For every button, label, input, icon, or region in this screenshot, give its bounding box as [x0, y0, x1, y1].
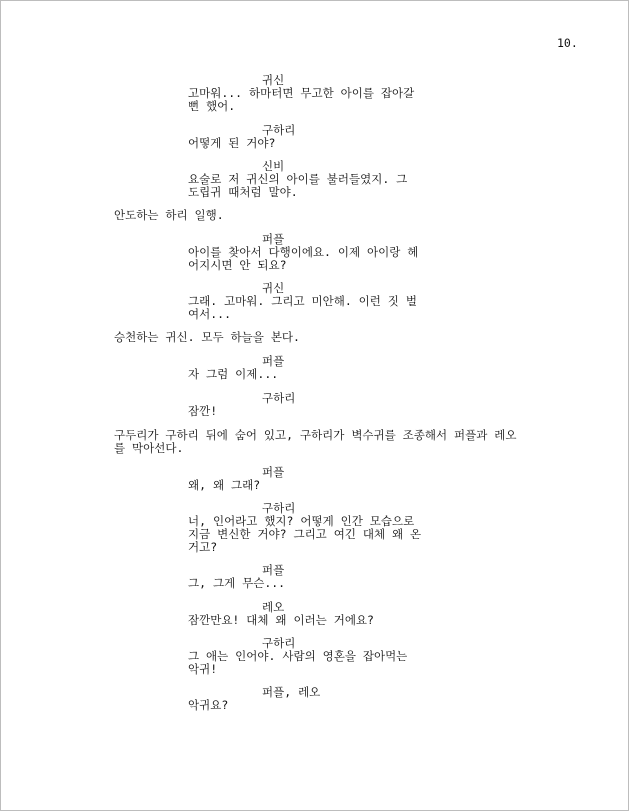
character-name: 구하리: [262, 501, 296, 515]
action-line: 승천하는 귀신. 모두 하늘을 본다.: [114, 330, 300, 344]
character-name: 퍼플: [262, 465, 285, 479]
character-name: 구하리: [262, 636, 296, 650]
dialogue-line: 그, 그게 무슨...: [188, 576, 286, 590]
page-number: 10.: [557, 36, 578, 50]
dialogue-line: 악귀!: [188, 662, 218, 676]
character-name: 퍼플, 레오: [262, 685, 321, 699]
dialogue-line: 어떻게 된 거야?: [188, 136, 276, 150]
dialogue-line: 어지시면 안 되요?: [188, 258, 287, 272]
dialogue-line: 왜, 왜 그래?: [188, 478, 261, 492]
dialogue-line: 아이를 찾아서 다행이에요. 이제 아이랑 헤: [188, 245, 419, 259]
dialogue-line: 그 애는 인어야. 사람의 영혼을 잡아먹는: [188, 649, 408, 663]
character-name: 신비: [262, 159, 285, 173]
action-line: 안도하는 하리 일행.: [114, 208, 224, 222]
character-name: 퍼플: [262, 354, 285, 368]
character-name: 구하리: [262, 123, 296, 137]
character-name: 귀신: [262, 281, 285, 295]
dialogue-line: 악귀요?: [188, 698, 229, 712]
character-name: 구하리: [262, 391, 296, 405]
character-name: 귀신: [262, 73, 285, 87]
dialogue-line: 뻔 했어.: [188, 99, 236, 113]
dialogue-line: 지금 변신한 거야? 그리고 여긴 대체 왜 온: [188, 527, 422, 541]
dialogue-line: 여서...: [188, 307, 231, 321]
dialogue-line: 도립귀 때처럼 말야.: [188, 185, 298, 199]
dialogue-line: 잠깐만요! 대체 왜 이러는 거에요?: [188, 613, 374, 627]
dialogue-line: 거고?: [188, 540, 218, 554]
dialogue-line: 요술로 저 귀신의 아이를 불러들였지. 그: [188, 172, 408, 186]
action-line: 를 막아선다.: [114, 441, 184, 455]
dialogue-line: 그래. 고마워. 그리고 미안해. 이런 짓 벌: [188, 294, 417, 308]
dialogue-line: 자 그럼 이제...: [188, 367, 279, 381]
character-name: 퍼플: [262, 563, 285, 577]
character-name: 레오: [262, 600, 285, 614]
dialogue-line: 너, 인어라고 했지? 어떻게 인간 모습으로: [188, 514, 415, 528]
dialogue-line: 잠깐!: [188, 404, 218, 418]
dialogue-line: 고마워... 하마터면 무고한 아이를 잡아갈: [188, 86, 415, 100]
character-name: 퍼플: [262, 232, 285, 246]
action-line: 구두리가 구하리 뒤에 숨어 있고, 구하리가 벽수귀를 조종해서 퍼플과 레오: [114, 428, 517, 442]
